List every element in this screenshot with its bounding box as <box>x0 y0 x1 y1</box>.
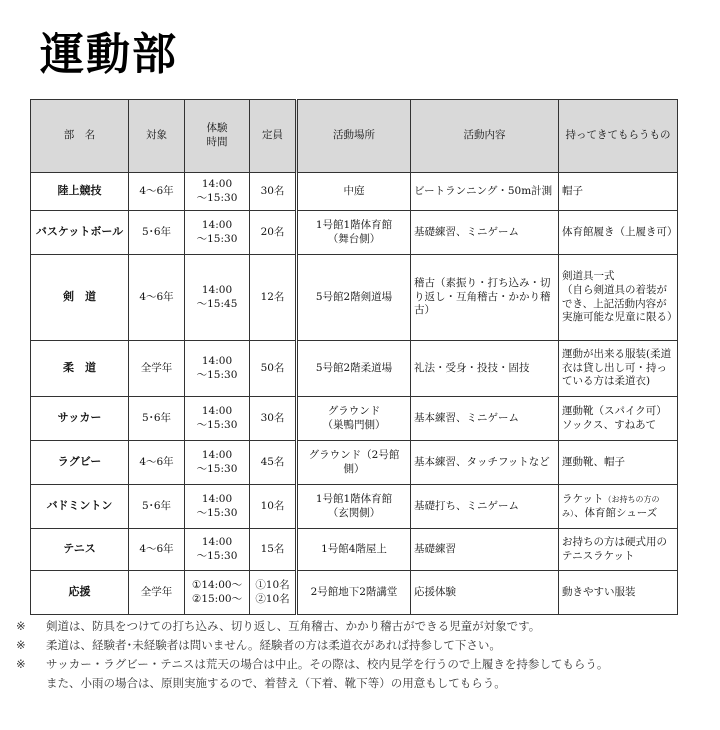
target-cell: 4～6年 <box>129 173 185 211</box>
header-capacity: 定員 <box>250 100 297 173</box>
table-row <box>31 397 678 441</box>
bring-cell: 運動靴、帽子 <box>559 441 678 485</box>
table-header-row <box>31 100 678 173</box>
target-cell: 4～6年 <box>129 529 185 571</box>
target-cell: 全学年 <box>129 571 185 615</box>
header-time: 体験 時間 <box>185 100 250 173</box>
table-row <box>31 341 678 397</box>
bring-cell: 剣道具一式 （自ら剣道具の着装ができ、上記活動内容が実施可能な児童に限る） <box>559 255 678 341</box>
bring-cell: 動きやすい服装 <box>559 571 678 615</box>
place-cell: 中庭 <box>297 173 411 211</box>
notes <box>16 617 706 693</box>
content-cell: 基礎練習 <box>411 529 559 571</box>
content-cell: 稽古（素振り・打ち込み・切り返し・互角稽古・かかり稽古） <box>411 255 559 341</box>
bring-text: ラケット <box>562 492 604 505</box>
place-cell: 1号館1階体育館 （玄関側） <box>297 485 411 529</box>
time-cell: 14:00 ～15:30 <box>185 529 250 571</box>
time-cell: ①14:00～ ②15:00～ <box>185 571 250 615</box>
table-row <box>31 173 678 211</box>
table-row <box>31 529 678 571</box>
page-title: 運動部 <box>40 29 178 80</box>
capacity-cell: 10名 <box>250 485 297 529</box>
place-cell: 5号館2階剣道場 <box>297 255 411 341</box>
content-cell: 基礎打ち、ミニゲーム <box>411 485 559 529</box>
note-text: サッカー・ラグビー・テニスは荒天の場合は中止。その際は、校内見学を行うので上履きを持参してもらう。 <box>46 657 609 671</box>
time-cell: 14:00 ～15:30 <box>185 441 250 485</box>
table-row <box>31 571 678 615</box>
note-kendo <box>16 617 706 636</box>
target-cell: 5･6年 <box>129 485 185 529</box>
header-name: 部 名 <box>31 100 129 173</box>
club-name-cell: ラグビー <box>31 441 129 485</box>
club-name-cell: テニス <box>31 529 129 571</box>
bring-cell: 体育館履き（上履き可） <box>559 211 678 255</box>
table-row <box>31 485 678 529</box>
note-mark: ※ <box>16 619 26 633</box>
capacity-cell: 12名 <box>250 255 297 341</box>
bring-cell: 運動靴（スパイク可） ソックス、すねあて <box>559 397 678 441</box>
note-weather <box>16 655 706 674</box>
note-mark: ※ <box>16 657 26 671</box>
time-cell: 14:00 ～15:30 <box>185 341 250 397</box>
content-cell: 基本練習、タッチフットなど <box>411 441 559 485</box>
content-cell: 基本練習、ミニゲーム <box>411 397 559 441</box>
content-cell: 礼法・受身・投技・固技 <box>411 341 559 397</box>
capacity-cell: 15名 <box>250 529 297 571</box>
place-cell: グラウンド（2号館側） <box>297 441 411 485</box>
note-text: 剣道は、防具をつけての打ち込み、切り返し、互角稽古、かかり稽古ができる児童が対象です。 <box>46 619 541 633</box>
time-cell: 14:00 ～15:30 <box>185 397 250 441</box>
note-judo <box>16 636 706 655</box>
capacity-cell: 50名 <box>250 341 297 397</box>
note-mark: ※ <box>16 638 26 652</box>
table-row <box>31 441 678 485</box>
note-text: 柔道は、経験者･未経験者は問いません。経験者の方は柔道衣があれば持参して下さい。 <box>46 638 501 652</box>
club-name-cell: バスケットボール <box>31 211 129 255</box>
target-cell: 4～6年 <box>129 441 185 485</box>
target-cell: 5･6年 <box>129 211 185 255</box>
header-bring: 持ってきてもらうもの <box>559 100 678 173</box>
club-table <box>30 99 678 615</box>
header-target: 対象 <box>129 100 185 173</box>
place-cell: 2号館地下2階講堂 <box>297 571 411 615</box>
time-cell: 14:00 ～15:30 <box>185 211 250 255</box>
capacity-cell: 45名 <box>250 441 297 485</box>
time-cell: 14:00 ～15:30 <box>185 173 250 211</box>
place-cell: 5号館2階柔道場 <box>297 341 411 397</box>
time-cell: 14:00 ～15:30 <box>185 485 250 529</box>
bring-note: （お持ちの方のみ） <box>562 494 660 518</box>
bring-cell <box>559 485 678 529</box>
club-name-cell: 剣 道 <box>31 255 129 341</box>
capacity-cell: 20名 <box>250 211 297 255</box>
target-cell: 全学年 <box>129 341 185 397</box>
club-name-cell: 陸上競技 <box>31 173 129 211</box>
header-content: 活動内容 <box>411 100 559 173</box>
club-name-cell: 柔 道 <box>31 341 129 397</box>
capacity-cell: ①10名 ②10名 <box>250 571 297 615</box>
bring-cell: お持ちの方は硬式用のテニスラケット <box>559 529 678 571</box>
capacity-cell: 30名 <box>250 173 297 211</box>
header-place: 活動場所 <box>297 100 411 173</box>
capacity-cell: 30名 <box>250 397 297 441</box>
bring-cell: 帽子 <box>559 173 678 211</box>
place-cell: グラウンド （巣鴨門側） <box>297 397 411 441</box>
club-name-cell: 応援 <box>31 571 129 615</box>
table-row <box>31 211 678 255</box>
place-cell: 1号館1階体育館 （舞台側） <box>297 211 411 255</box>
content-cell: ビートランニング・50m計測 <box>411 173 559 211</box>
content-cell: 応援体験 <box>411 571 559 615</box>
note-weather-continued: また、小雨の場合は、原則実施するので、着替え（下着、靴下等）の用意もしてもらう。 <box>46 676 506 690</box>
club-name-cell: サッカー <box>31 397 129 441</box>
content-cell: 基礎練習、ミニゲーム <box>411 211 559 255</box>
bring-text-after: 、体育館シューズ <box>574 506 658 519</box>
table-row <box>31 255 678 341</box>
time-cell: 14:00 ～15:45 <box>185 255 250 341</box>
target-cell: 4～6年 <box>129 255 185 341</box>
club-name-cell: バドミントン <box>31 485 129 529</box>
place-cell: 1号館4階屋上 <box>297 529 411 571</box>
target-cell: 5･6年 <box>129 397 185 441</box>
bring-cell: 運動が出来る服装(柔道衣は貸し出し可・持っている方は柔道衣) <box>559 341 678 397</box>
